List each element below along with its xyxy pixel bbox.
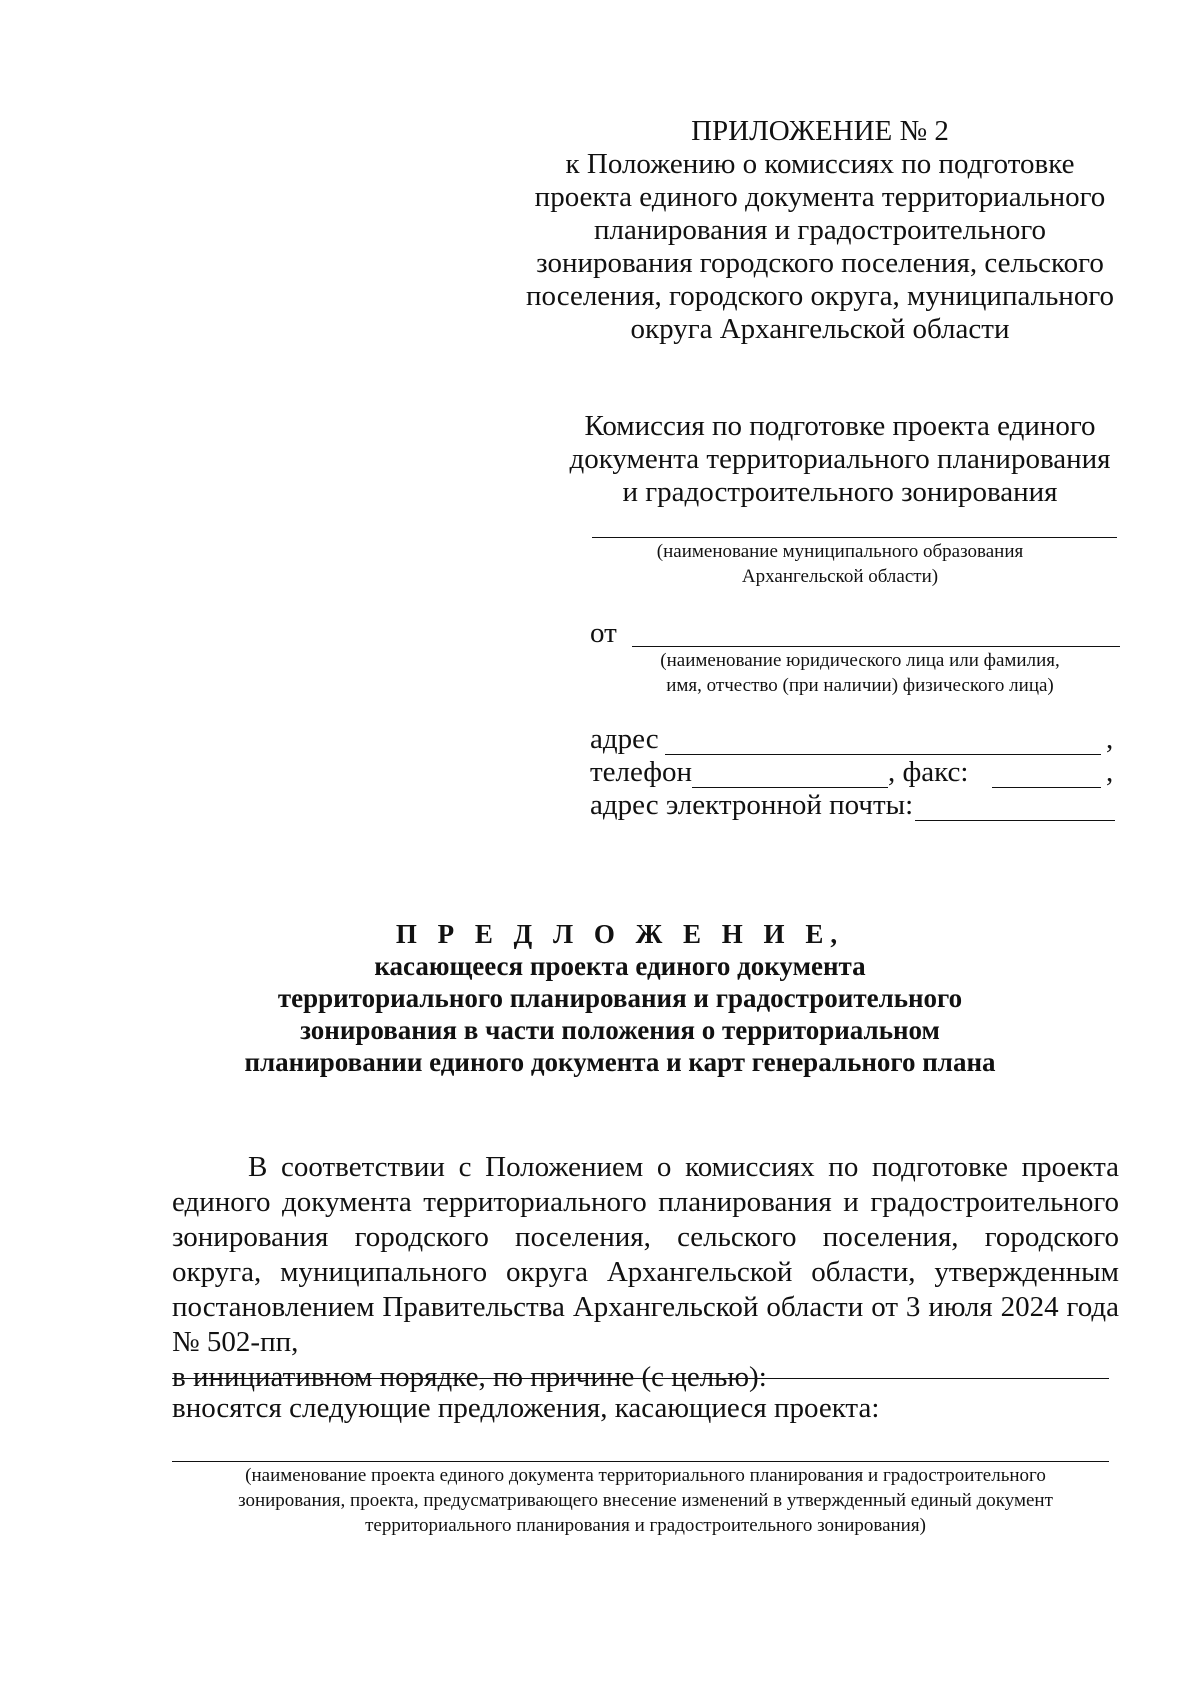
appendix-header — [520, 115, 1120, 346]
addressee-block — [560, 410, 1120, 509]
email-label: адрес электронной почты: — [590, 789, 914, 821]
municipality-caption: (наименование муниципального образования Архангельской области) — [656, 541, 1024, 587]
title-line: планировании единого документа и карт генерального плана — [244, 1047, 996, 1077]
project-fill-line[interactable] — [172, 1461, 1109, 1462]
email-fill-line[interactable] — [915, 820, 1115, 821]
proposal-title — [180, 918, 1060, 1078]
appendix-line: проекта единого документа территориального — [534, 181, 1106, 213]
address-fill-line[interactable] — [665, 754, 1101, 755]
address-label: адрес — [590, 723, 659, 755]
appendix-line: зонирования городского поселения, сельского — [536, 247, 1104, 279]
title-line: территориального планирования и градостроительного — [277, 983, 963, 1013]
proposals-label: вносятся следующие предложения, касающиеся проекта: — [172, 1392, 880, 1424]
body-last-line: в инициативном порядке, по причине (с целью): — [172, 1361, 767, 1393]
appendix-line: округа Архангельской области — [630, 313, 1010, 345]
phone-fill-line[interactable] — [692, 787, 888, 788]
appendix-line: планирования и градостроительного — [593, 214, 1047, 246]
fax-comma: , — [1106, 756, 1114, 788]
municipality-fill-line[interactable] — [592, 537, 1117, 538]
phone-label: телефон — [590, 756, 693, 788]
title-line: зонирования в части положения о территориальном — [300, 1015, 940, 1045]
sender-caption: (наименование юридического лица или фамилия, имя, отчество (при наличии) физического лица) — [660, 650, 1060, 696]
appendix-number: ПРИЛОЖЕНИЕ № 2 — [691, 115, 949, 147]
addressee-line: документа территориального планирования — [569, 443, 1111, 475]
body-paragraph: В соответствии с Положением о комиссиях по подготовке проекта единого документа территориального планирования и градостроительного зонирования городского поселения, сельского поселения, городского округа, муниципального округа Архангельской области, утвержденным постановлением Правительства Архангельской области от 3 июля 2024 года № 502-пп, — [172, 1151, 1119, 1358]
body-text — [172, 1150, 1119, 1395]
title-line: касающееся проекта единого документа — [374, 951, 866, 981]
appendix-line: к Положению о комиссиях по подготовке — [565, 148, 1075, 180]
addressee-line: и градостроительного зонирования — [622, 476, 1058, 508]
address-comma: , — [1106, 723, 1114, 755]
fax-label: , факс: — [888, 756, 969, 788]
addressee-line: Комиссия по подготовке проекта единого — [584, 410, 1096, 442]
title-heading: П Р Е Д Л О Ж Е Н И Е, — [395, 919, 845, 949]
appendix-line: поселения, городского округа, муниципального — [525, 280, 1114, 312]
from-label: от — [590, 617, 617, 649]
project-caption: (наименование проекта единого документа территориального планирования и градостроительного зонирования, проекта, предусматривающего внесение изменений в утвержденный единый документ территориального планирования и градостроительного зонирования) — [238, 1465, 1053, 1536]
sender-name-fill-line[interactable] — [632, 646, 1120, 647]
fax-fill-line[interactable] — [992, 787, 1101, 788]
reason-fill-line[interactable] — [172, 1378, 1109, 1379]
